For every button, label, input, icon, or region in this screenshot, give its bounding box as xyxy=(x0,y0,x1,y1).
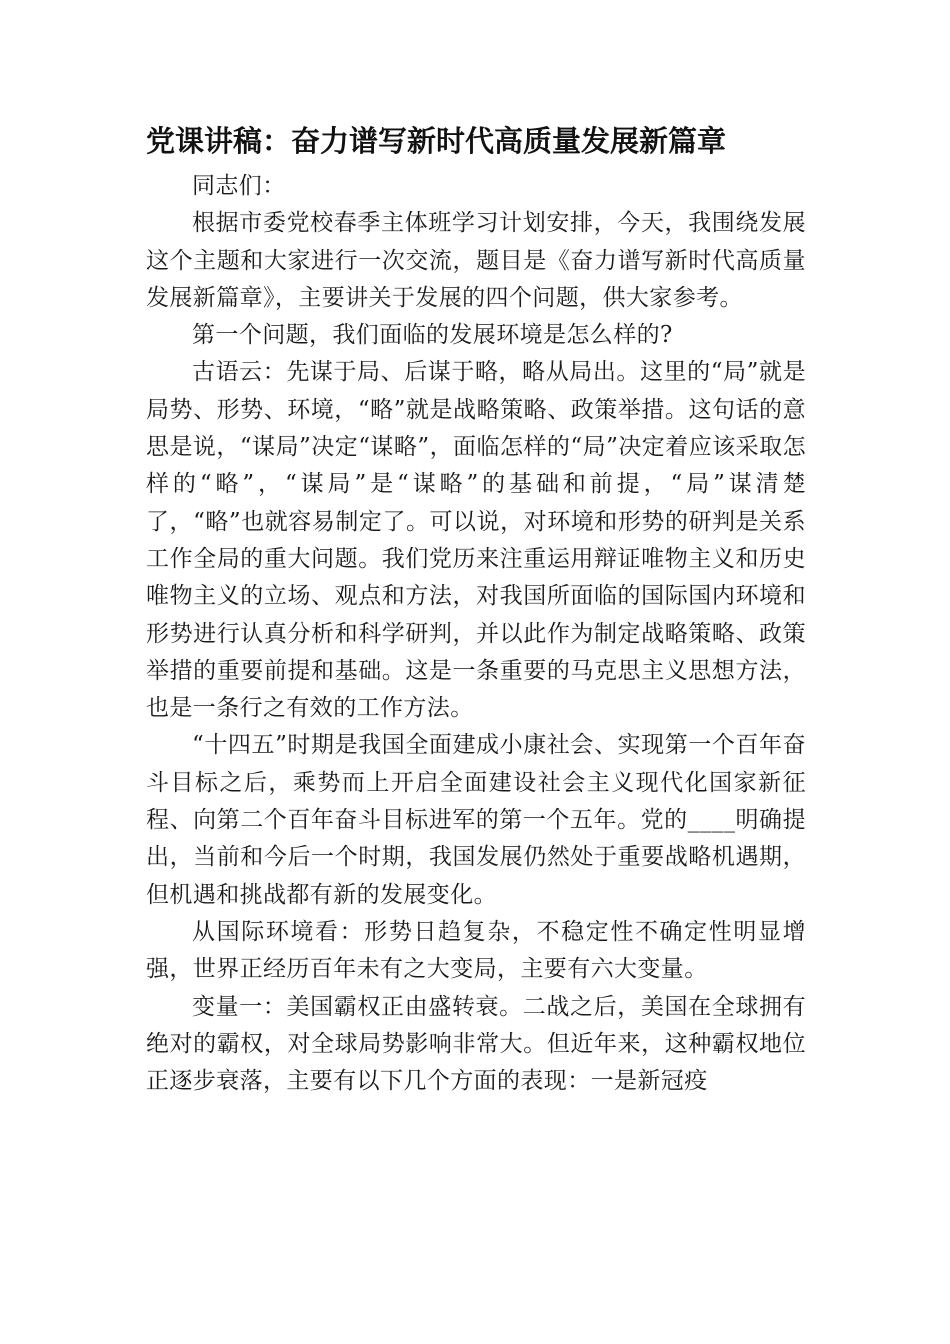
paragraph-greeting: 同志们： xyxy=(192,173,286,199)
document-page xyxy=(146,118,806,1100)
paragraph-international-environment: 从国际环境看：形势日趋复杂，不稳定性不确定性明显增强，世界正经历百年未有之大变局，主要有六大变量。 xyxy=(146,918,806,983)
paragraph-question-one: 第一个问题，我们面临的发展环境是怎么样的? xyxy=(192,322,673,349)
paragraph-fourteenth-five-year: “十四五”时期是我国全面建成小康社会、实现第一个百年奋斗目标之后，乘势而上开启全面建设社会主义现代化国家新征程、向第二个百年奋斗目标进军的第一个五年。党的____明确提出，当前和今后一个时期，我国发展仍然处于重要战略机遇期，但机遇和挑战都有新的发展变化。 xyxy=(146,732,806,908)
paragraph-intro: 根据市委党校春季主体班学习计划安排，今天，我围绕发展这个主题和大家进行一次交流，题目是《奋力谱写新时代高质量发展新篇章》，主要讲关于发展的四个问题，供大家参考。 xyxy=(146,210,806,311)
document-title: 党课讲稿：奋力谱写新时代高质量发展新篇章 xyxy=(146,124,727,158)
paragraph-variable-one: 变量一：美国霸权正由盛转衰。二战之后，美国在全球拥有绝对的霸权，对全球局势影响非常大。但近年来，这种霸权地位正逐步衰落，主要有以下几个方面的表现：一是新冠疫 xyxy=(146,993,806,1095)
paragraph-ancient-saying: 古语云：先谋于局、后谋于略，略从局出。这里的“局”就是局势、形势、环境，“略”就是战略策略、政策举措。这句话的意思是说，“谋局”决定“谋略”，面临怎样的“局”决定着应该采取怎样的“略”，“谋局”是“谋略”的基础和前提，“局”谋清楚了，“略”也就容易制定了。可以说，对环境和形势的研判是关系工作全局的重大问题。我们党历来注重运用辩证唯物主义和历史唯物主义的立场、观点和方法，对我国所面临的国际国内环境和形势进行认真分析和科学研判，并以此作为制定战略策略、政策举措的重要前提和基础。这是一条重要的马克思主义思想方法，也是一条行之有效的工作方法。 xyxy=(146,359,806,722)
